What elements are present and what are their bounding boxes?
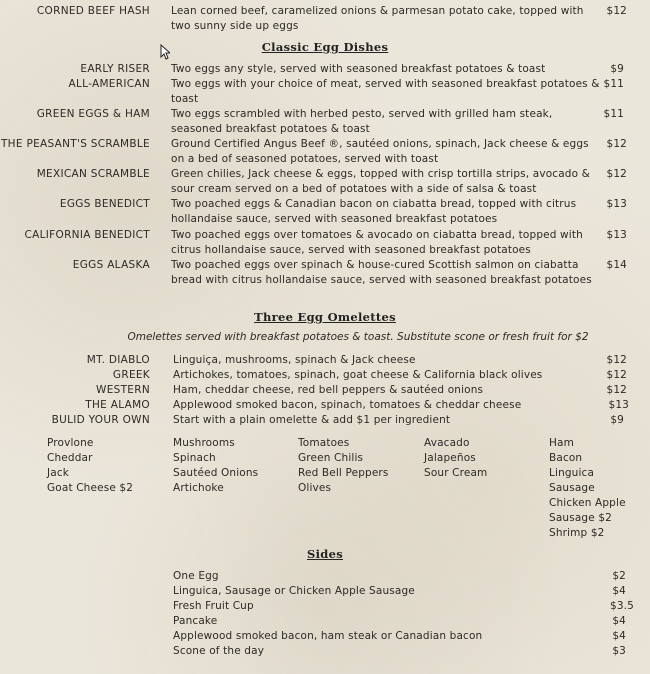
menu-item-price: $12	[606, 384, 627, 396]
ingredient-item: Linguica	[549, 467, 595, 479]
ingredient-item: Jack	[47, 467, 69, 479]
menu-item-description: Two poached eggs & Canadian bacon on ciabatta bread, topped with citrus hollandaise sauce, served with seasoned breakfast potatoes	[171, 198, 577, 225]
menu-item-price: $12	[606, 354, 627, 366]
ingredient-item: Goat Cheese $2	[47, 482, 134, 494]
menu-item-name: THE ALAMO	[85, 399, 150, 411]
section-title-sides: Sides	[306, 547, 343, 561]
menu-item-name: GREEK	[112, 369, 150, 381]
side-item-description: Pancake	[173, 615, 218, 627]
menu-item-name: CORNED BEEF HASH	[36, 5, 150, 17]
menu-item-name: CALIFORNIA BENEDICT	[24, 229, 150, 241]
ingredient-item: Tomatoes	[298, 437, 350, 449]
ingredient-item: Sausage $2	[549, 512, 612, 524]
ingredient-item: Ham	[549, 437, 575, 449]
ingredient-item: Avacado	[424, 437, 470, 449]
menu-item-name: GREEN EGGS & HAM	[36, 108, 150, 120]
menu-item-price: $12	[606, 168, 627, 180]
menu-item-description: Lean corned beef, caramelized onions & parmesan potato cake, topped with two sunny side up eggs	[171, 5, 584, 32]
menu-item-price: $12	[606, 369, 627, 381]
ingredient-item: Spinach	[173, 452, 216, 464]
menu-item-name: MEXICAN SCRAMBLE	[36, 168, 150, 180]
side-item-description: One Egg	[173, 570, 219, 582]
ingredient-item: Artichoke	[173, 482, 224, 494]
side-item-description: Fresh Fruit Cup	[173, 600, 254, 612]
ingredient-item: Cheddar	[47, 452, 93, 464]
ingredient-item: Chicken Apple	[549, 497, 626, 509]
menu-item-name: BULID YOUR OWN	[51, 414, 150, 426]
ingredient-item: Green Chilis	[298, 452, 364, 464]
side-item-price: $2	[612, 570, 626, 582]
ingredient-item: Shrimp $2	[549, 527, 605, 539]
menu-item-description: Two eggs scrambled with herbed pesto, served with grilled ham steak, seasoned breakfast potatoes & toast	[171, 108, 553, 135]
menu-item-description: Start with a plain omelette & add $1 per ingredient	[173, 414, 451, 426]
menu-item-name: ALL-AMERICAN	[68, 78, 150, 90]
omelettes-note: Omelettes served with breakfast potatoes & toast. Substitute scone or fresh fruit for $2	[127, 331, 589, 343]
menu-item-price: $13	[606, 229, 627, 241]
menu-item-name: MT. DIABLO	[86, 354, 150, 366]
ingredient-item: Sour Cream	[424, 467, 488, 479]
menu-item-price: $13	[606, 198, 627, 210]
side-item-description: Linguica, Sausage or Chicken Apple Sausage	[173, 585, 415, 597]
ingredient-item: Red Bell Peppers	[298, 467, 389, 479]
menu-item-price: $12	[606, 5, 627, 17]
menu-item-description: Two poached eggs over tomatoes & avocado on ciabatta bread, topped with citrus hollandaise sauce, served with seasoned breakfast potatoes	[171, 229, 583, 256]
menu-item-description: Ham, cheddar cheese, red bell peppers & sautéed onions	[173, 384, 484, 396]
menu-item-description: Two eggs with your choice of meat, served with seasoned breakfast potatoes & toast	[171, 78, 600, 105]
ingredient-item: Mushrooms	[173, 437, 235, 449]
ingredient-item: Provlone	[47, 437, 94, 449]
menu-item-name: WESTERN	[96, 384, 150, 396]
side-item-price: $4	[612, 630, 626, 642]
section-title-omelettes: Three Egg Omelettes	[254, 310, 396, 324]
ingredient-item: Olives	[298, 482, 332, 494]
menu-item-description: Artichokes, tomatoes, spinach, goat cheese & California black olives	[173, 369, 543, 381]
ingredient-item: Jalapeños	[424, 452, 476, 464]
menu-item-price: $11	[603, 108, 624, 120]
menu-item-description: Linguiça, mushrooms, spinach & Jack cheese	[173, 354, 416, 366]
menu-item-name: EGGS BENEDICT	[59, 198, 150, 210]
menu-item-price: $13	[608, 399, 629, 411]
ingredient-item: Bacon	[549, 452, 583, 464]
menu-item-name: THE PEASANT'S SCRAMBLE	[0, 138, 150, 150]
menu-item-price: $11	[603, 78, 624, 90]
side-item-description: Applewood smoked bacon, ham steak or Canadian bacon	[173, 630, 483, 642]
menu-item-name: EARLY RISER	[80, 63, 150, 75]
side-item-price: $4	[612, 615, 626, 627]
menu-item-description: Applewood smoked bacon, spinach, tomatoes & cheddar cheese	[173, 399, 522, 411]
menu-item-description: Two eggs any style, served with seasoned breakfast potatoes & toast	[171, 63, 546, 75]
side-item-price: $3.5	[610, 600, 634, 612]
menu-item-price: $9	[610, 63, 624, 75]
side-item-price: $4	[612, 585, 626, 597]
section-title-egg-dishes: Classic Egg Dishes	[261, 40, 389, 54]
menu-item-description: Green chilies, Jack cheese & eggs, topped with crisp tortilla strips, avocado & sour cream served on a bed of potatoes with a side of salsa & toast	[171, 168, 591, 195]
ingredient-item: Sautéed Onions	[173, 467, 259, 479]
menu-item-description: Ground Certified Angus Beef ®, sautéed onions, spinach, Jack cheese & eggs on a bed of seasoned potatoes, served with toast	[171, 138, 589, 165]
side-item-price: $3	[612, 645, 626, 657]
menu-item-description: Two poached eggs over spinach & house-cured Scottish salmon on ciabatta bread with citrus hollandaise sauce, served with seasoned breakfast potatoes	[171, 259, 592, 286]
menu-item-name: EGGS ALASKA	[72, 259, 150, 271]
menu-item-price: $12	[606, 138, 627, 150]
menu-item-price: $14	[606, 259, 627, 271]
side-item-description: Scone of the day	[173, 645, 265, 657]
ingredient-item: Sausage	[549, 482, 595, 494]
menu-item-price: $9	[610, 414, 624, 426]
